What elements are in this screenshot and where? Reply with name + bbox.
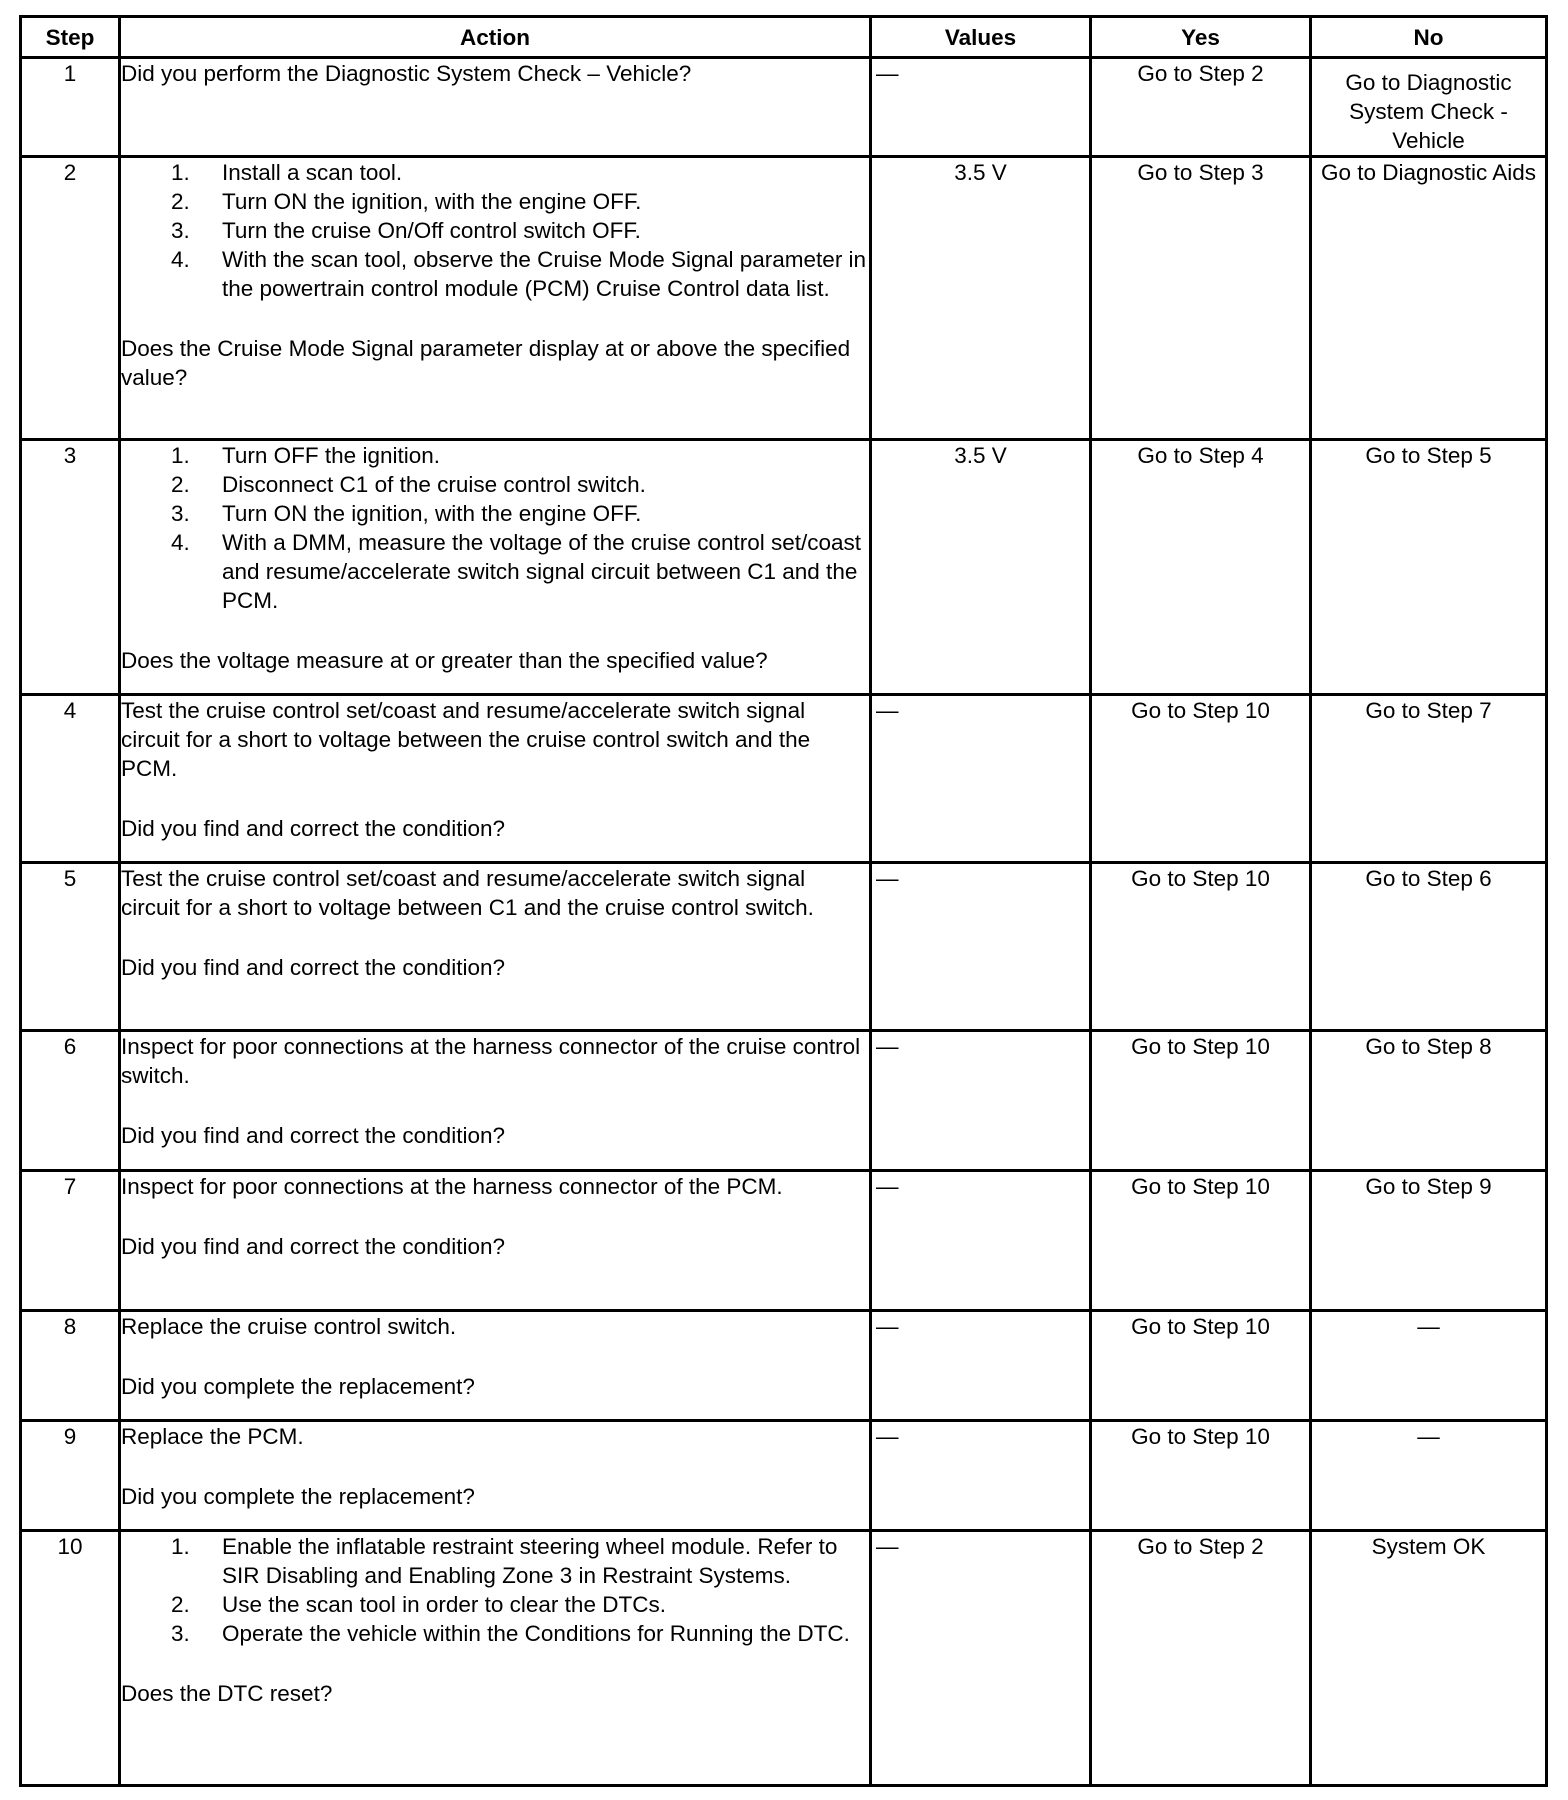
no-cell: Go to Step 8: [1311, 1031, 1547, 1171]
values-cell: —: [871, 58, 1091, 157]
header-yes: Yes: [1091, 17, 1311, 58]
step-number: 4: [21, 695, 120, 863]
no-cell: Go to Step 5: [1311, 440, 1547, 695]
action-question: Does the voltage measure at or greater than the specified value?: [121, 648, 768, 673]
table-row: [21, 695, 1547, 863]
table-row: [21, 1531, 1547, 1786]
no-cell: Go to Diagnostic Aids: [1311, 157, 1547, 440]
header-action: Action: [120, 17, 871, 58]
no-cell: System OK: [1311, 1531, 1547, 1786]
yes-cell: Go to Step 10: [1091, 863, 1311, 1031]
no-cell: Go to Step 9: [1311, 1171, 1547, 1311]
values-cell: —: [871, 695, 1091, 863]
action-cell: [120, 58, 871, 157]
step-number: 8: [21, 1311, 120, 1421]
values-cell: 3.5 V: [871, 157, 1091, 440]
action-cell: [120, 695, 871, 863]
yes-cell: Go to Step 2: [1091, 1531, 1311, 1786]
action-question: Did you perform the Diagnostic System Check – Vehicle?: [121, 61, 692, 86]
list-item: 3. Turn ON the ignition, with the engine OFF.: [171, 501, 642, 526]
no-cell: Go to Diagnostic System Check - Vehicle: [1311, 58, 1547, 157]
list-item: 3. Operate the vehicle within the Conditions for Running the DTC.: [171, 1621, 850, 1646]
action-question: Did you complete the replacement?: [121, 1374, 475, 1399]
action-cell: [120, 440, 871, 695]
yes-cell: Go to Step 10: [1091, 1171, 1311, 1311]
values-cell: —: [871, 863, 1091, 1031]
action-steps-list: [121, 441, 869, 615]
values-cell: —: [871, 1031, 1091, 1171]
header-step: Step: [21, 17, 120, 58]
action-steps-list: [121, 158, 869, 303]
yes-cell: Go to Step 10: [1091, 1421, 1311, 1531]
action-instruction: Test the cruise control set/coast and resume/accelerate switch signal circuit for a short to voltage between the cruise control switch and the PCM.: [121, 698, 811, 781]
action-question: Does the DTC reset?: [121, 1681, 333, 1706]
action-instruction: Replace the PCM.: [121, 1424, 304, 1449]
table-row: [21, 1421, 1547, 1531]
list-item: 1. Install a scan tool.: [171, 160, 403, 185]
no-cell: Go to Step 7: [1311, 695, 1547, 863]
list-item: 3. Turn the cruise On/Off control switch OFF.: [171, 218, 641, 243]
list-item: 4. With the scan tool, observe the Cruise Mode Signal parameter in the powertrain control module (PCM) Cruise Control data list.: [171, 247, 867, 301]
action-cell: [120, 863, 871, 1031]
values-cell: —: [871, 1421, 1091, 1531]
yes-cell: Go to Step 10: [1091, 1031, 1311, 1171]
list-item: 4. With a DMM, measure the voltage of the cruise control set/coast and resume/accelerate switch signal circuit between C1 and the PCM.: [171, 530, 862, 613]
list-item: 1. Enable the inflatable restraint steering wheel module. Refer to SIR Disabling and Enabling Zone 3 in Restraint Systems.: [171, 1534, 838, 1588]
header-values: Values: [871, 17, 1091, 58]
yes-cell: Go to Step 4: [1091, 440, 1311, 695]
diagnostic-table: [19, 15, 1548, 1787]
action-cell: [120, 1311, 871, 1421]
table-row: [21, 1311, 1547, 1421]
no-cell: —: [1311, 1421, 1547, 1531]
yes-cell: Go to Step 10: [1091, 695, 1311, 863]
action-instruction: Replace the cruise control switch.: [121, 1314, 457, 1339]
list-item: 2. Use the scan tool in order to clear the DTCs.: [171, 1592, 666, 1617]
yes-cell: Go to Step 3: [1091, 157, 1311, 440]
table-row: [21, 1031, 1547, 1171]
action-instruction: Inspect for poor connections at the harness connector of the PCM.: [121, 1174, 783, 1199]
table-row: [21, 440, 1547, 695]
values-cell: —: [871, 1171, 1091, 1311]
step-number: 6: [21, 1031, 120, 1171]
action-cell: [120, 1031, 871, 1171]
step-number: 3: [21, 440, 120, 695]
list-item: 2. Turn ON the ignition, with the engine OFF.: [171, 189, 642, 214]
table-row: [21, 157, 1547, 440]
step-number: 9: [21, 1421, 120, 1531]
action-question: Did you find and correct the condition?: [121, 1123, 505, 1148]
values-cell: 3.5 V: [871, 440, 1091, 695]
table-row: [21, 863, 1547, 1031]
action-question: Did you find and correct the condition?: [121, 1234, 505, 1259]
step-number: 10: [21, 1531, 120, 1786]
action-instruction: Inspect for poor connections at the harness connector of the cruise control switch.: [121, 1034, 861, 1088]
no-cell: Go to Step 6: [1311, 863, 1547, 1031]
action-question: Does the Cruise Mode Signal parameter display at or above the specified value?: [121, 336, 851, 390]
table-row: [21, 1171, 1547, 1311]
step-number: 7: [21, 1171, 120, 1311]
values-cell: —: [871, 1531, 1091, 1786]
list-item: 2. Disconnect C1 of the cruise control switch.: [171, 472, 646, 497]
step-number: 2: [21, 157, 120, 440]
list-item: 1. Turn OFF the ignition.: [171, 443, 441, 468]
yes-cell: Go to Step 10: [1091, 1311, 1311, 1421]
action-instruction: Test the cruise control set/coast and resume/accelerate switch signal circuit for a short to voltage between C1 and the cruise control switch.: [121, 866, 814, 920]
action-question: Did you find and correct the condition?: [121, 955, 505, 980]
action-cell: [120, 1171, 871, 1311]
action-cell: [120, 157, 871, 440]
action-cell: [120, 1531, 871, 1786]
yes-cell: Go to Step 2: [1091, 58, 1311, 157]
header-no: No: [1311, 17, 1547, 58]
action-question: Did you complete the replacement?: [121, 1484, 475, 1509]
step-number: 1: [21, 58, 120, 157]
step-number: 5: [21, 863, 120, 1031]
action-cell: [120, 1421, 871, 1531]
header-row: [21, 17, 1547, 58]
action-steps-list: [121, 1532, 869, 1648]
action-question: Did you find and correct the condition?: [121, 816, 505, 841]
table-row: [21, 58, 1547, 157]
values-cell: —: [871, 1311, 1091, 1421]
no-cell: —: [1311, 1311, 1547, 1421]
